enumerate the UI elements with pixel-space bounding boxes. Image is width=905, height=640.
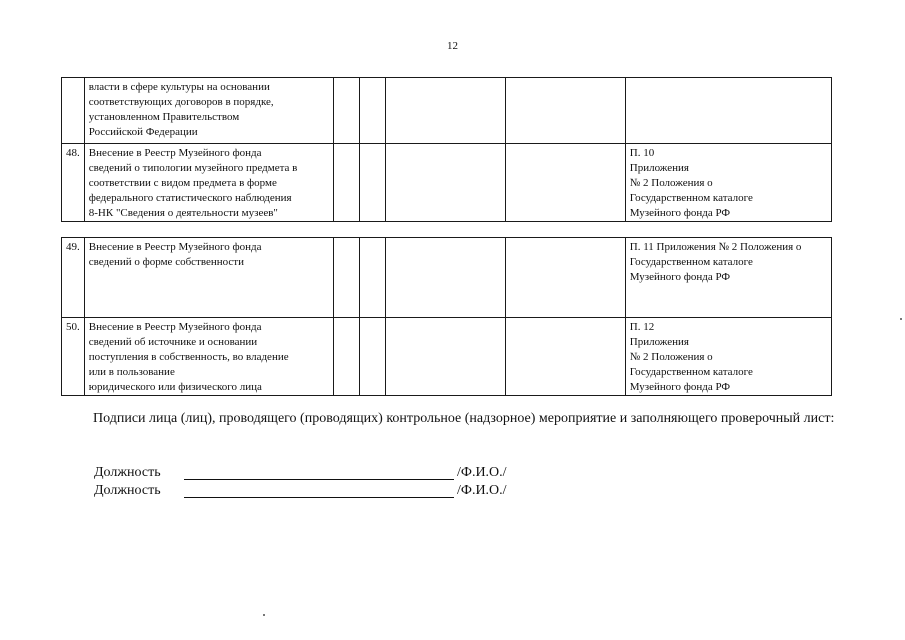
scan-speck	[900, 318, 902, 320]
row-number	[62, 78, 85, 144]
description-line: сведений о форме собственности	[88, 256, 244, 268]
description-line: власти в сфере культуры на основании	[88, 81, 270, 93]
description-line: поступления в собственность, во владение	[88, 351, 289, 363]
table-row	[62, 78, 832, 144]
answer-cell-not-applicable	[385, 238, 505, 318]
table-row	[62, 144, 832, 222]
reference-line: П. 12	[629, 321, 655, 333]
description-line: юридического или физического лица	[88, 381, 262, 393]
description-line: Внесение в Реестр Музейного фонда	[88, 241, 262, 253]
description-line: соответствующих договоров в порядке,	[88, 96, 274, 108]
signature-line	[184, 497, 454, 498]
signature-line	[184, 479, 454, 480]
comment-cell	[505, 318, 625, 396]
comment-cell	[505, 238, 625, 318]
reference-line: № 2 Положения о	[629, 351, 713, 363]
description-line: Внесение в Реестр Музейного фонда	[88, 321, 262, 333]
answer-cell-not-applicable	[385, 318, 505, 396]
answer-cell-yes	[333, 318, 359, 396]
reference-line: Государственном каталоге	[629, 256, 753, 268]
position-label: Должность	[94, 483, 161, 498]
legal-reference-cell	[625, 144, 831, 222]
answer-cell-no	[359, 238, 385, 318]
description-line: сведений об источнике и основании	[88, 336, 258, 348]
signature-note: Подписи лица (лиц), проводящего (проводящих) контрольное (надзорное) мероприятие и заполняющего проверочный лист:	[93, 411, 835, 426]
description-line: установленном Правительством	[88, 111, 240, 123]
checklist-table-top	[61, 77, 832, 222]
answer-cell-yes	[333, 78, 359, 144]
reference-line: П. 11 Приложения № 2 Положения о	[629, 241, 802, 253]
reference-line: Музейного фонда РФ	[629, 381, 731, 393]
row-number: 48.	[62, 144, 85, 222]
legal-reference-cell	[625, 78, 831, 144]
row-description	[84, 318, 333, 396]
page-number: 12	[447, 40, 458, 52]
description-line: сведений о типологии музейного предмета в	[88, 162, 298, 174]
answer-cell-not-applicable	[385, 78, 505, 144]
description-line: 8-НК "Сведения о деятельности музеев"	[88, 207, 278, 219]
reference-line: Музейного фонда РФ	[629, 271, 731, 283]
row-number: 50.	[62, 318, 85, 396]
scan-speck	[263, 614, 265, 616]
answer-cell-not-applicable	[385, 144, 505, 222]
reference-line: Приложения	[629, 336, 689, 348]
reference-line: П. 10	[629, 147, 655, 159]
signature-block	[61, 410, 851, 498]
full-name-label: /Ф.И.О./	[457, 483, 507, 498]
reference-line: № 2 Положения о	[629, 177, 713, 189]
legal-reference-cell	[625, 318, 831, 396]
signature-row	[94, 464, 554, 482]
row-description	[84, 238, 333, 318]
answer-cell-yes	[333, 238, 359, 318]
description-line: соответствии с видом предмета в форме	[88, 177, 277, 189]
answer-cell-no	[359, 78, 385, 144]
comment-cell	[505, 78, 625, 144]
table-row	[62, 238, 832, 318]
table-row	[62, 318, 832, 396]
legal-reference-cell	[625, 238, 831, 318]
answer-cell-no	[359, 318, 385, 396]
reference-line: Государственном каталоге	[629, 366, 753, 378]
reference-line: Музейного фонда РФ	[629, 207, 731, 219]
description-line: федерального статистического наблюдения	[88, 192, 292, 204]
reference-line: Приложения	[629, 162, 689, 174]
row-description	[84, 78, 333, 144]
answer-cell-yes	[333, 144, 359, 222]
answer-cell-no	[359, 144, 385, 222]
description-line: или в пользование	[88, 366, 175, 378]
description-line: Российской Федерации	[88, 126, 198, 138]
signature-row	[94, 482, 554, 500]
description-line: Внесение в Реестр Музейного фонда	[88, 147, 262, 159]
row-number: 49.	[62, 238, 85, 318]
position-label: Должность	[94, 465, 161, 480]
row-description	[84, 144, 333, 222]
comment-cell	[505, 144, 625, 222]
reference-line: Государственном каталоге	[629, 192, 753, 204]
checklist-table-bottom	[61, 237, 832, 396]
full-name-label: /Ф.И.О./	[457, 465, 507, 480]
